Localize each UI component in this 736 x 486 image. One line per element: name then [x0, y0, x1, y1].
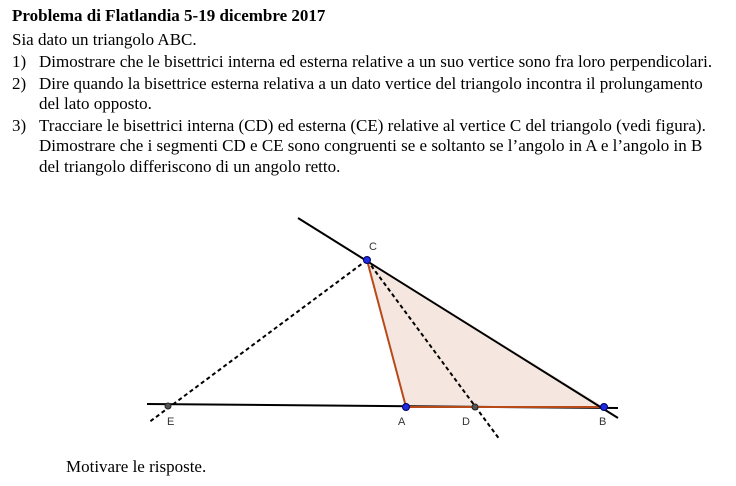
item-number: 2)	[12, 73, 27, 93]
label-d: D	[462, 416, 470, 428]
list-item	[12, 74, 727, 115]
problem-intro: Sia dato un triangolo ABC.	[12, 30, 197, 49]
geometry-figure	[130, 208, 630, 448]
point-b	[601, 404, 608, 411]
label-c: C	[369, 241, 377, 253]
point-d	[472, 404, 478, 410]
label-a: A	[398, 416, 406, 428]
item-text: Dire quando la bisettrice esterna relativa a un dato vertice del triangolo incontra il prolungamento del lato opposto.	[39, 73, 703, 113]
triangle-abc-fill	[367, 260, 604, 407]
point-e	[165, 403, 171, 409]
list-item	[12, 116, 727, 178]
external-bisector-ce	[148, 260, 367, 423]
item-number: 3)	[12, 115, 27, 135]
list-item	[12, 52, 727, 73]
point-a	[403, 404, 410, 411]
item-text: Dimostrare che le bisettrici interna ed esterna relative a un suo vertice sono fra loro perpendicolari.	[39, 52, 713, 71]
label-b: B	[599, 416, 607, 428]
problem-list	[12, 52, 727, 178]
problem-title: Problema di Flatlandia 5-19 dicembre 2017	[12, 6, 326, 25]
item-number: 1)	[12, 52, 27, 71]
label-e: E	[167, 416, 175, 428]
footer-note: Motivare le risposte.	[66, 457, 207, 476]
item-text: Tracciare le bisettrici interna (CD) ed esterna (CE) relative al vertice C del triangolo (vedi figura). Dimostrare che i segmenti CD e CE sono congruenti se e soltanto se l’angolo in A e l’angolo in B del triangolo differiscono di un angolo retto.	[39, 115, 706, 176]
point-c	[364, 257, 371, 264]
